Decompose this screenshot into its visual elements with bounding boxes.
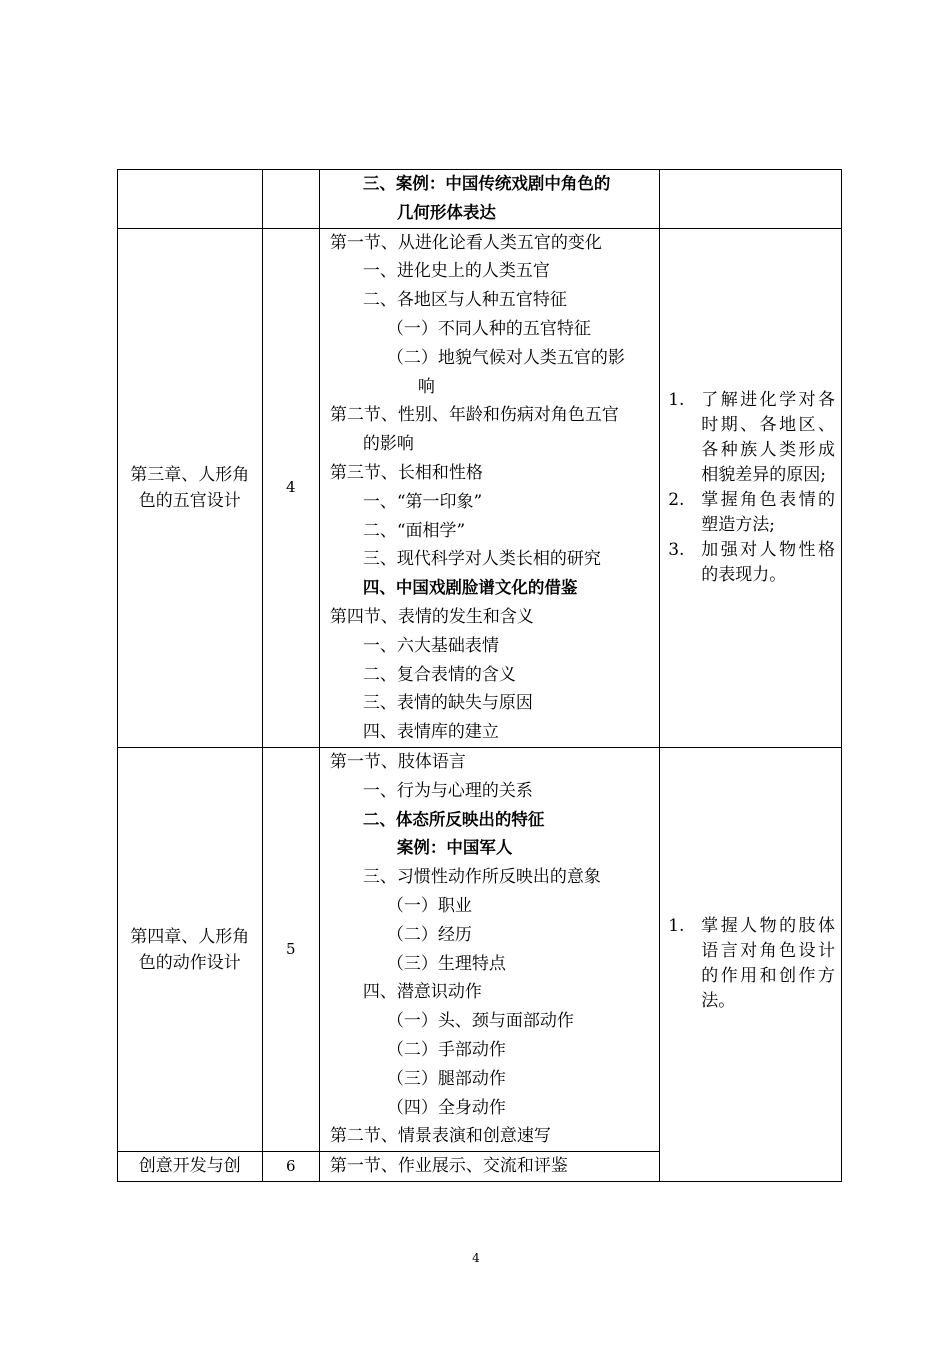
- chapter-cell: [118, 170, 263, 229]
- content-line: （二）地貌气候对人类五官的影: [386, 347, 625, 368]
- objective-item: [668, 488, 835, 538]
- objective-text: 了解进化学对各时期、各地区、各种族人类形成相貌差异的原因;: [701, 389, 835, 485]
- content-line: 第三节、长相和性格: [329, 462, 483, 483]
- content-line: 一、行为与心理的关系: [362, 780, 533, 801]
- content-cell: [319, 747, 659, 1151]
- chapter-cell: 创意开发与创: [118, 1152, 263, 1182]
- content-line: 几何形体表达: [396, 202, 496, 222]
- objective-number: 3.: [668, 539, 685, 560]
- hours-cell: [262, 170, 319, 229]
- content-line: 的影响: [362, 434, 414, 455]
- content-line: 二、复合表情的含义: [362, 664, 516, 685]
- objectives-list: [660, 914, 841, 1014]
- content-line: 一、进化史上的人类五官: [362, 261, 550, 282]
- objectives-cell: [660, 170, 842, 229]
- objectives-list: [660, 388, 841, 588]
- page-number: 4: [472, 1251, 480, 1265]
- content-line: 四、潜意识动作: [362, 982, 482, 1003]
- content-cell: [319, 228, 659, 747]
- content-cell: [319, 170, 659, 229]
- course-table: [117, 169, 842, 1182]
- table-row: [118, 747, 842, 1151]
- content-line: 二、各地区与人种五官特征: [362, 290, 567, 311]
- content-line: 三、表情的缺失与原因: [362, 693, 533, 714]
- content-line: 三、现代科学对人类长相的研究: [362, 549, 601, 570]
- content-line: 响: [417, 376, 435, 397]
- content-line: （二）手部动作: [386, 1039, 506, 1060]
- content-line: 三、习惯性动作所反映出的意象: [362, 867, 601, 888]
- content-line: 四、中国戏剧脸谱文化的借鉴: [362, 578, 578, 598]
- content-line: （二）经历: [386, 924, 472, 945]
- content-line: 案例：中国军人: [396, 838, 513, 858]
- objective-number: 1.: [668, 916, 685, 937]
- content-line: （三）腿部动作: [386, 1068, 506, 1089]
- content-line: 一、六大基础表情: [362, 635, 499, 656]
- content-line: 第二节、情景表演和创意速写: [329, 1126, 551, 1147]
- content-line: 第四节、表情的发生和含义: [329, 606, 534, 627]
- content-line: 四、表情库的建立: [362, 722, 499, 743]
- content-line: （一）职业: [386, 895, 472, 916]
- objective-item: [668, 388, 835, 488]
- content-line: （四）全身动作: [386, 1097, 506, 1118]
- objective-number: 1.: [668, 389, 685, 410]
- content-line: 第一节、作业展示、交流和评鉴: [329, 1156, 568, 1177]
- objective-number: 2.: [668, 489, 685, 510]
- chapter-cell: 第四章、人形角色的动作设计: [118, 747, 263, 1151]
- content-cell: [319, 1152, 659, 1182]
- objective-text: 掌握人物的肢体语言对角色设计的作用和创作方法。: [701, 916, 835, 1012]
- content-line: （一）头、颈与面部动作: [386, 1011, 574, 1032]
- hours-cell: 4: [262, 228, 319, 747]
- table-row: [118, 228, 842, 747]
- objective-text: 掌握角色表情的塑造方法;: [701, 489, 835, 535]
- content-line: 三、案例：中国传统戏剧中角色的: [362, 174, 611, 193]
- hours-cell: 5: [262, 747, 319, 1151]
- hours-cell: 6: [262, 1152, 319, 1182]
- objective-item: [668, 538, 835, 588]
- content-line: （三）生理特点: [386, 953, 506, 974]
- chapter-cell: 第三章、人形角色的五官设计: [118, 228, 263, 747]
- content-line: 第一节、肢体语言: [329, 751, 466, 772]
- content-line: 一、“第一印象”: [362, 491, 483, 512]
- content-line: （一）不同人种的五官特征: [386, 318, 591, 339]
- content-line: 第二节、性别、年龄和伤病对角色五官: [329, 405, 619, 426]
- content-line: 第一节、从进化论看人类五官的变化: [329, 232, 602, 253]
- content-line: 二、体态所反映出的特征: [362, 809, 545, 829]
- objectives-cell: [660, 228, 842, 747]
- objective-text: 加强对人物性格的表现力。: [701, 539, 835, 585]
- objectives-cell: [660, 747, 842, 1181]
- table-row: [118, 170, 842, 229]
- content-line: 二、“面相学”: [362, 520, 466, 541]
- objective-item: [668, 914, 835, 1014]
